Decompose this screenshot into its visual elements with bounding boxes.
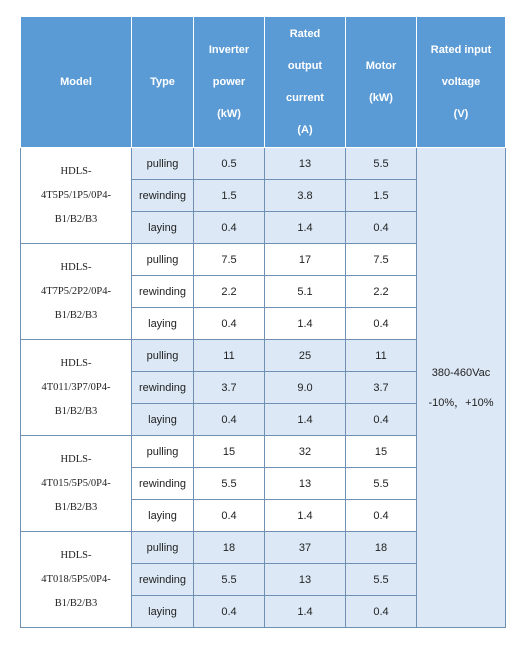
motor-cell: 18 xyxy=(346,532,417,564)
model-line: B1/B2/B3 xyxy=(54,597,98,609)
header-current-line: (A) xyxy=(297,124,313,136)
motor-cell: 0.4 xyxy=(346,308,417,340)
header-motor-line: (kW) xyxy=(369,92,393,104)
type-cell: pulling xyxy=(132,436,194,468)
model-cell xyxy=(21,244,132,340)
power-cell: 0.4 xyxy=(194,404,265,436)
motor-cell: 5.5 xyxy=(346,468,417,500)
power-cell: 0.4 xyxy=(194,212,265,244)
header-current-line: output xyxy=(287,60,323,72)
model-line: 4T7P5/2P2/0P4- xyxy=(40,285,111,297)
current-cell: 3.8 xyxy=(265,180,346,212)
current-cell: 5.1 xyxy=(265,276,346,308)
current-cell: 32 xyxy=(265,436,346,468)
motor-cell: 0.4 xyxy=(346,596,417,628)
model-line: HDLS- xyxy=(60,261,92,273)
current-cell: 1.4 xyxy=(265,404,346,436)
type-cell: pulling xyxy=(132,340,194,372)
voltage-line: -10%，+10% xyxy=(428,396,494,409)
header-current-line: Rated xyxy=(289,28,321,40)
motor-cell: 0.4 xyxy=(346,212,417,244)
motor-cell: 11 xyxy=(346,340,417,372)
type-cell: laying xyxy=(132,500,194,532)
header-motor xyxy=(346,17,417,148)
model-cell xyxy=(21,436,132,532)
header-motor-line: Motor xyxy=(365,60,397,72)
type-cell: pulling xyxy=(132,148,194,180)
motor-cell: 2.2 xyxy=(346,276,417,308)
model-line: B1/B2/B3 xyxy=(54,213,98,225)
type-cell: rewinding xyxy=(132,180,194,212)
spec-table xyxy=(20,16,506,628)
header-power-line: power xyxy=(212,76,246,88)
type-cell: pulling xyxy=(132,532,194,564)
model-line: B1/B2/B3 xyxy=(54,405,98,417)
current-cell: 9.0 xyxy=(265,372,346,404)
power-cell: 5.5 xyxy=(194,564,265,596)
power-cell: 3.7 xyxy=(194,372,265,404)
header-type-line: Type xyxy=(150,76,175,88)
type-cell: laying xyxy=(132,212,194,244)
voltage-line: 380-460Vac xyxy=(431,366,491,379)
model-line: HDLS- xyxy=(60,453,92,465)
type-cell: rewinding xyxy=(132,372,194,404)
power-cell: 2.2 xyxy=(194,276,265,308)
motor-cell: 3.7 xyxy=(346,372,417,404)
power-cell: 0.4 xyxy=(194,308,265,340)
current-cell: 1.4 xyxy=(265,500,346,532)
type-cell: rewinding xyxy=(132,468,194,500)
motor-cell: 7.5 xyxy=(346,244,417,276)
motor-cell: 5.5 xyxy=(346,148,417,180)
header-type xyxy=(132,17,194,148)
header-power-line: Inverter xyxy=(208,44,250,56)
type-cell: rewinding xyxy=(132,276,194,308)
model-line: HDLS- xyxy=(60,357,92,369)
power-cell: 0.5 xyxy=(194,148,265,180)
power-cell: 15 xyxy=(194,436,265,468)
model-line: HDLS- xyxy=(60,549,92,561)
current-cell: 25 xyxy=(265,340,346,372)
type-cell: laying xyxy=(132,404,194,436)
table-row xyxy=(21,148,506,180)
header-rated-output-current xyxy=(265,17,346,148)
motor-cell: 15 xyxy=(346,436,417,468)
header-inverter-power xyxy=(194,17,265,148)
power-cell: 7.5 xyxy=(194,244,265,276)
model-line: 4T015/5P5/0P4- xyxy=(41,477,111,489)
power-cell: 0.4 xyxy=(194,596,265,628)
model-line: 4T011/3P7/0P4- xyxy=(41,381,111,393)
header-row xyxy=(21,17,506,148)
header-voltage-line: voltage xyxy=(441,76,481,88)
current-cell: 1.4 xyxy=(265,212,346,244)
motor-cell: 0.4 xyxy=(346,404,417,436)
model-line: B1/B2/B3 xyxy=(54,501,98,513)
current-cell: 1.4 xyxy=(265,596,346,628)
header-voltage-line: (V) xyxy=(453,108,469,120)
type-cell: pulling xyxy=(132,244,194,276)
header-power-line: (kW) xyxy=(217,108,241,120)
header-voltage-line: Rated input xyxy=(430,44,492,56)
power-cell: 11 xyxy=(194,340,265,372)
header-current-line: current xyxy=(286,92,324,104)
current-cell: 1.4 xyxy=(265,308,346,340)
current-cell: 13 xyxy=(265,468,346,500)
model-cell xyxy=(21,340,132,436)
motor-cell: 5.5 xyxy=(346,564,417,596)
current-cell: 13 xyxy=(265,148,346,180)
model-cell xyxy=(21,532,132,628)
current-cell: 13 xyxy=(265,564,346,596)
power-cell: 1.5 xyxy=(194,180,265,212)
power-cell: 18 xyxy=(194,532,265,564)
type-cell: laying xyxy=(132,596,194,628)
header-model-line: Model xyxy=(60,76,92,88)
type-cell: rewinding xyxy=(132,564,194,596)
model-cell xyxy=(21,148,132,244)
table-header xyxy=(21,17,506,148)
type-cell: laying xyxy=(132,308,194,340)
model-line: 4T018/5P5/0P4- xyxy=(41,573,111,585)
model-line: HDLS- xyxy=(60,165,92,177)
power-cell: 0.4 xyxy=(194,500,265,532)
model-line: B1/B2/B3 xyxy=(54,309,98,321)
model-line: 4T5P5/1P5/0P4- xyxy=(40,189,111,201)
motor-cell: 0.4 xyxy=(346,500,417,532)
motor-cell: 1.5 xyxy=(346,180,417,212)
header-model xyxy=(21,17,132,148)
current-cell: 17 xyxy=(265,244,346,276)
current-cell: 37 xyxy=(265,532,346,564)
power-cell: 5.5 xyxy=(194,468,265,500)
table-body xyxy=(21,148,506,628)
voltage-cell xyxy=(417,148,506,628)
header-rated-input-voltage xyxy=(417,17,506,148)
